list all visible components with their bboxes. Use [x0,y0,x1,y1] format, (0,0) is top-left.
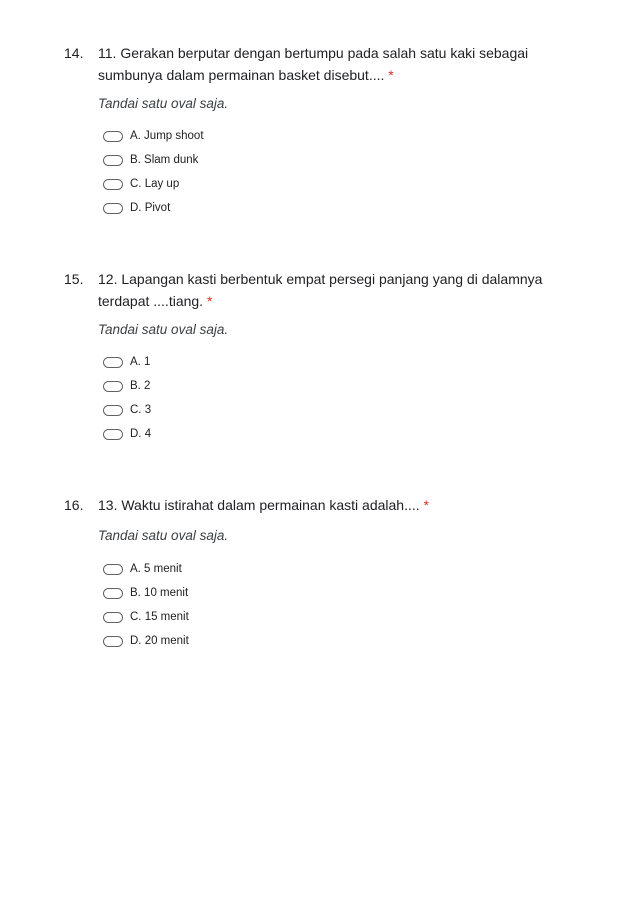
required-asterisk: * [206,293,213,309]
option-label: B. Slam dunk [130,154,199,166]
question-text-body: 12. Lapangan kasti berbentuk empat persegi panjang yang di dalamnya terdapat ....tiang. [98,271,543,309]
option-label: C. Lay up [130,178,180,190]
option-a[interactable] [103,561,182,577]
radio-oval[interactable] [103,564,123,575]
radio-oval[interactable] [103,636,123,647]
radio-oval[interactable] [103,588,123,599]
question-text [98,42,588,86]
option-c[interactable] [103,176,179,192]
radio-oval[interactable] [103,179,123,190]
option-a[interactable] [103,128,204,144]
required-asterisk: * [423,497,429,513]
question-hint: Tandai satu oval saja. [98,96,229,111]
required-asterisk: * [388,67,394,83]
option-label: A. Jump shoot [130,130,204,142]
radio-oval[interactable] [103,155,123,166]
question-number: 16. [64,497,84,513]
option-a[interactable] [103,354,150,370]
option-label: C. 15 menit [130,611,189,623]
radio-oval[interactable] [103,612,123,623]
question-text [98,268,588,312]
question-hint: Tandai satu oval saja. [98,528,229,543]
radio-oval[interactable] [103,357,123,368]
option-label: A. 1 [130,356,151,368]
option-c[interactable] [103,609,189,625]
option-b[interactable] [103,585,188,601]
option-label: B. 10 menit [130,587,189,599]
radio-oval[interactable] [103,429,123,440]
question-text-body: 11. Gerakan berputar dengan bertumpu pada salah satu kaki sebagai sumbunya dalam permainan basket disebut.... [98,45,529,83]
option-d[interactable] [103,426,151,442]
radio-oval[interactable] [103,203,123,214]
question-number: 15. [64,271,84,287]
option-label: D. 20 menit [130,635,189,647]
question-text [98,494,588,516]
option-label: D. 4 [130,428,152,440]
option-d[interactable] [103,633,189,649]
radio-oval[interactable] [103,381,123,392]
option-b[interactable] [103,152,198,168]
question-text-body: 13. Waktu istirahat dalam permainan kasti adalah.... [98,497,420,513]
question-hint: Tandai satu oval saja. [98,322,229,337]
radio-oval[interactable] [103,405,123,416]
option-label: C. 3 [130,404,152,416]
option-label: D. Pivot [130,202,171,214]
option-d[interactable] [103,200,170,216]
option-b[interactable] [103,378,150,394]
radio-oval[interactable] [103,131,123,142]
option-label: B. 2 [130,380,151,392]
option-label: A. 5 menit [130,563,182,575]
question-number: 14. [64,45,84,61]
option-c[interactable] [103,402,151,418]
